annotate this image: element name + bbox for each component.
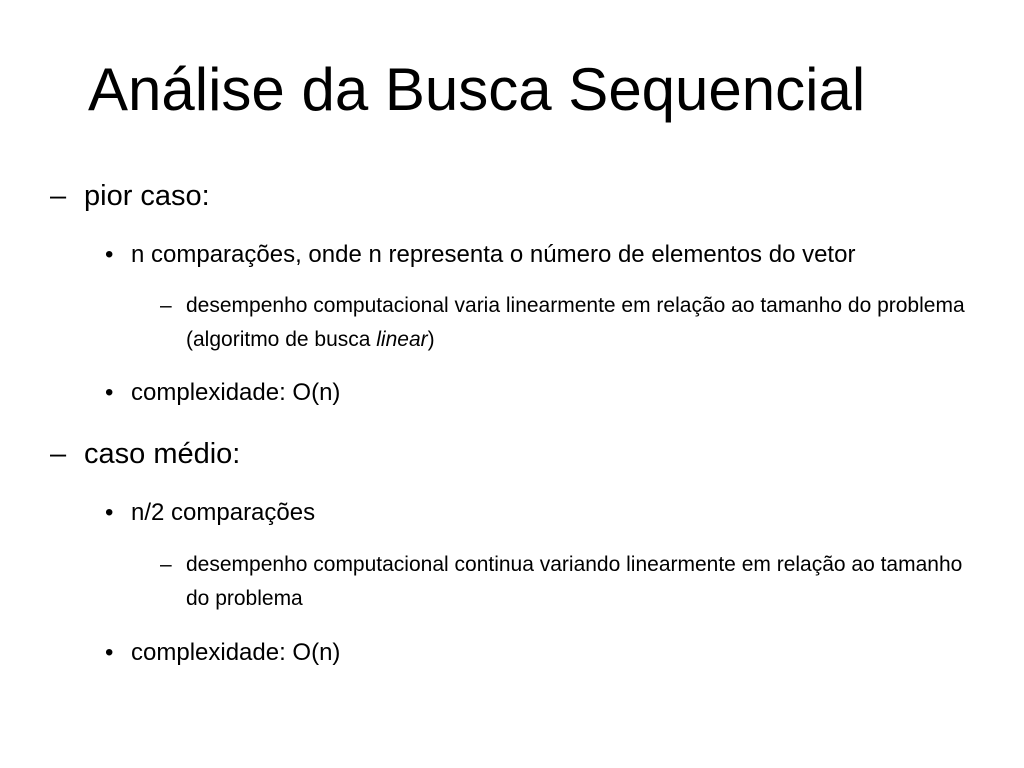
sub-item-italic-text: linear: [376, 328, 428, 351]
sub-item-text-part: desempenho computacional varia linearmente em relação ao tamanho do problema (algoritmo de busca: [186, 294, 965, 351]
bullet-marker: •: [105, 379, 114, 406]
bullet-marker: •: [105, 499, 114, 526]
sub-item: [160, 289, 966, 357]
bullet-marker: •: [105, 639, 114, 666]
dash-marker: –: [50, 180, 67, 212]
sub-item-text: desempenho computacional continua variando linearmente em relação ao tamanho do problema: [186, 553, 963, 610]
bullet-item: [105, 240, 856, 270]
section-heading-text: pior caso:: [84, 180, 210, 212]
bullet-item: [105, 378, 341, 408]
bullet-text: n comparações, onde n representa o número de elementos do vetor: [131, 241, 856, 268]
bullet-marker: •: [105, 241, 114, 268]
sub-item: [160, 548, 966, 616]
dash-marker: –: [160, 294, 172, 317]
bullet-text: complexidade: O(n): [131, 639, 341, 666]
dash-marker: –: [160, 553, 172, 576]
bullet-text: complexidade: O(n): [131, 379, 341, 406]
sub-item-text-part: ): [427, 328, 435, 351]
bullet-item: [105, 638, 341, 668]
bullet-item: [105, 498, 316, 528]
slide-title: Análise da Busca Sequencial: [88, 56, 866, 123]
section-heading-text: caso médio:: [84, 438, 241, 470]
bullet-text: n/2 comparações: [131, 499, 316, 526]
dash-marker: –: [50, 438, 67, 470]
section-heading-pior-caso: [50, 178, 210, 214]
sub-item-text: [186, 289, 966, 357]
section-heading-caso-medio: [50, 436, 241, 472]
